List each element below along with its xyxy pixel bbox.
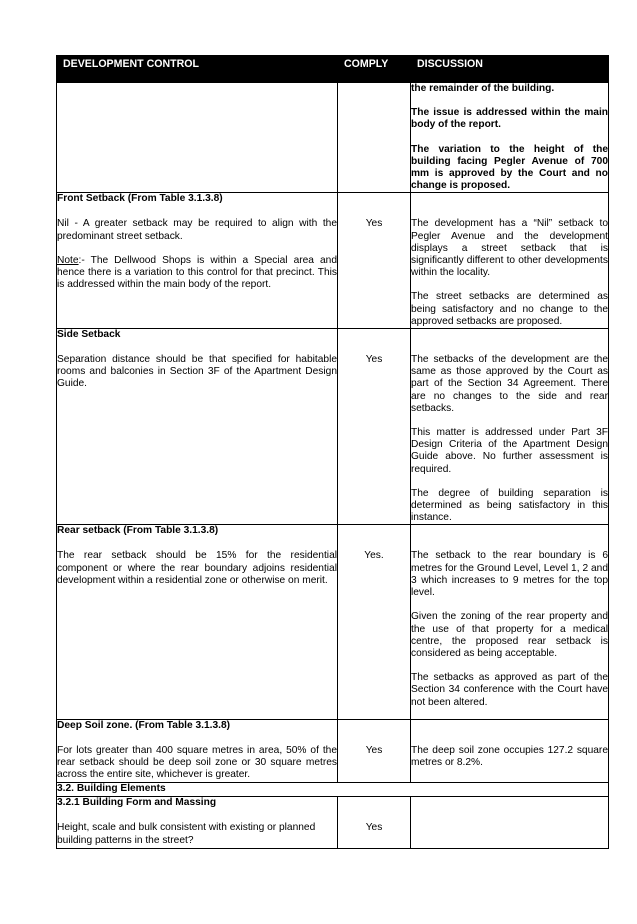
rear-setback-discussion-3: The setbacks as approved as part of the Section 34 conference with the Court have not been altered.: [411, 672, 608, 708]
front-setback-control: Nil - A greater setback may be required to align with the predominant street setback.: [57, 218, 337, 242]
building-form-heading-discussion: [411, 797, 609, 811]
front-setback-discussion-1: The development has a “Nil” setback to Pegler Avenue and the development displays a street setback that is significantly different to other developments within the locality.: [411, 218, 608, 279]
rear-setback-control-cell: [57, 538, 338, 719]
front-setback-note-label: Note: [57, 254, 79, 266]
rear-setback-heading: Rear setback (From Table 3.1.3.8): [57, 525, 338, 539]
deep-soil-discussion-cell: [411, 733, 609, 783]
side-setback-discussion-3: The degree of building separation is determined as being satisfactory in this instance.: [411, 487, 608, 524]
rear-setback-discussion-cell: [411, 538, 609, 719]
deep-soil-comply-cell: [338, 733, 411, 783]
table-row-deep-soil-heading: [57, 719, 609, 733]
building-form-heading-comply: [338, 797, 411, 811]
rear-setback-control: The rear setback should be 15% for the residential component or where the rear boundary adjoins residential development within a residential zone or otherwise on merit.: [57, 550, 337, 586]
side-setback-discussion-1: The setbacks of the development are the same as those approved by the Court as part of the Section 34 Agreement. There are no changes to the side and rear setbacks.: [411, 354, 608, 414]
table-row-front-setback: [57, 206, 609, 328]
side-setback-discussion-cell: [411, 342, 609, 525]
table-row-building-form: [57, 810, 609, 848]
front-setback-discussion-cell: [411, 206, 609, 328]
table-row-building-elements: [57, 783, 609, 797]
continuation-discussion-3: The variation to the height of the building facing Pegler Avenue of 700 mm is approved by the Court and no change is proposed.: [411, 143, 608, 192]
rear-setback-heading-comply: [338, 525, 411, 539]
side-setback-heading-discussion: [411, 329, 609, 343]
building-form-comply: Yes: [365, 822, 383, 834]
front-setback-heading-discussion: [411, 193, 609, 207]
header-discussion: DISCUSSION: [411, 56, 609, 83]
front-setback-note: [57, 255, 337, 292]
table-row-side-setback: [57, 342, 609, 525]
building-form-heading: 3.2.1 Building Form and Massing: [57, 797, 338, 811]
table-row-front-setback-heading: [57, 193, 609, 207]
front-setback-control-cell: [57, 206, 338, 328]
rear-setback-comply-cell: [338, 538, 411, 719]
table-row-building-form-heading: [57, 797, 609, 811]
continuation-discussion-cell: [411, 83, 609, 193]
rear-setback-discussion-1: The setback to the rear boundary is 6 metres for the Ground Level, Level 1, 2 and 3 which increases to 9 metres for the top level.: [411, 550, 608, 599]
header-development-control: DEVELOPMENT CONTROL: [57, 56, 338, 83]
building-form-comply-cell: [338, 810, 411, 848]
side-setback-control: Separation distance should be that specified for habitable rooms and balconies in Section 3F of the Apartment Design Guide.: [57, 354, 337, 390]
table-row-continuation: [57, 83, 609, 193]
table-header-row: [57, 56, 609, 83]
continuation-comply-cell: [338, 83, 411, 193]
header-comply: COMPLY: [338, 56, 411, 83]
front-setback-comply-cell: [338, 206, 411, 328]
table-row-deep-soil: [57, 733, 609, 783]
deep-soil-comply: Yes: [365, 744, 383, 756]
rear-setback-heading-discussion: [411, 525, 609, 539]
continuation-discussion-2: The issue is addressed within the main body of the report.: [411, 107, 608, 131]
front-setback-heading: Front Setback (From Table 3.1.3.8): [57, 193, 338, 207]
side-setback-comply: Yes: [365, 354, 383, 366]
side-setback-control-cell: [57, 342, 338, 525]
building-form-control-cell: [57, 810, 338, 848]
building-form-control: Height, scale and bulk consistent with existing or planned building patterns in the street?: [57, 822, 316, 846]
side-setback-discussion-2: This matter is addressed under Part 3F Design Criteria of the Apartment Design Guide above. No further assessment is required.: [411, 427, 608, 475]
front-setback-discussion-2: The street setbacks are determined as being satisfactory and no change to the approved setbacks are proposed.: [411, 291, 608, 327]
rear-setback-discussion-2: Given the zoning of the rear property and the use of that property for a medical centre, the proposed rear setback is considered as being acceptable.: [411, 611, 608, 659]
deep-soil-discussion: The deep soil zone occupies 127.2 square metres or 8.2%.: [411, 744, 608, 769]
deep-soil-control-cell: [57, 733, 338, 783]
deep-soil-heading-comply: [338, 719, 411, 733]
continuation-control-cell: [57, 83, 338, 193]
rear-setback-comply: Yes.: [364, 550, 384, 562]
deep-soil-heading: Deep Soil zone. (From Table 3.1.3.8): [57, 719, 338, 733]
side-setback-heading-comply: [338, 329, 411, 343]
side-setback-comply-cell: [338, 342, 411, 525]
development-control-table: [56, 55, 609, 849]
front-setback-heading-comply: [338, 193, 411, 207]
table-row-rear-setback: [57, 538, 609, 719]
building-elements-heading: 3.2. Building Elements: [57, 783, 609, 797]
deep-soil-heading-discussion: [411, 719, 609, 733]
table-row-side-setback-heading: [57, 329, 609, 343]
deep-soil-control: For lots greater than 400 square metres in area, 50% of the rear setback should be deep soil zone or 30 square metres across the entire site, whichever is greater.: [57, 744, 337, 781]
front-setback-comply: Yes: [365, 218, 383, 230]
front-setback-note-text: :- The Dellwood Shops is within a Special area and hence there is a variation to this control for that precinct. This is addressed within the main body of the report.: [57, 254, 337, 291]
building-form-discussion-cell: [411, 810, 609, 848]
table-row-rear-setback-heading: [57, 525, 609, 539]
side-setback-heading: Side Setback: [57, 329, 338, 343]
continuation-discussion-1: the remainder of the building.: [411, 83, 555, 94]
